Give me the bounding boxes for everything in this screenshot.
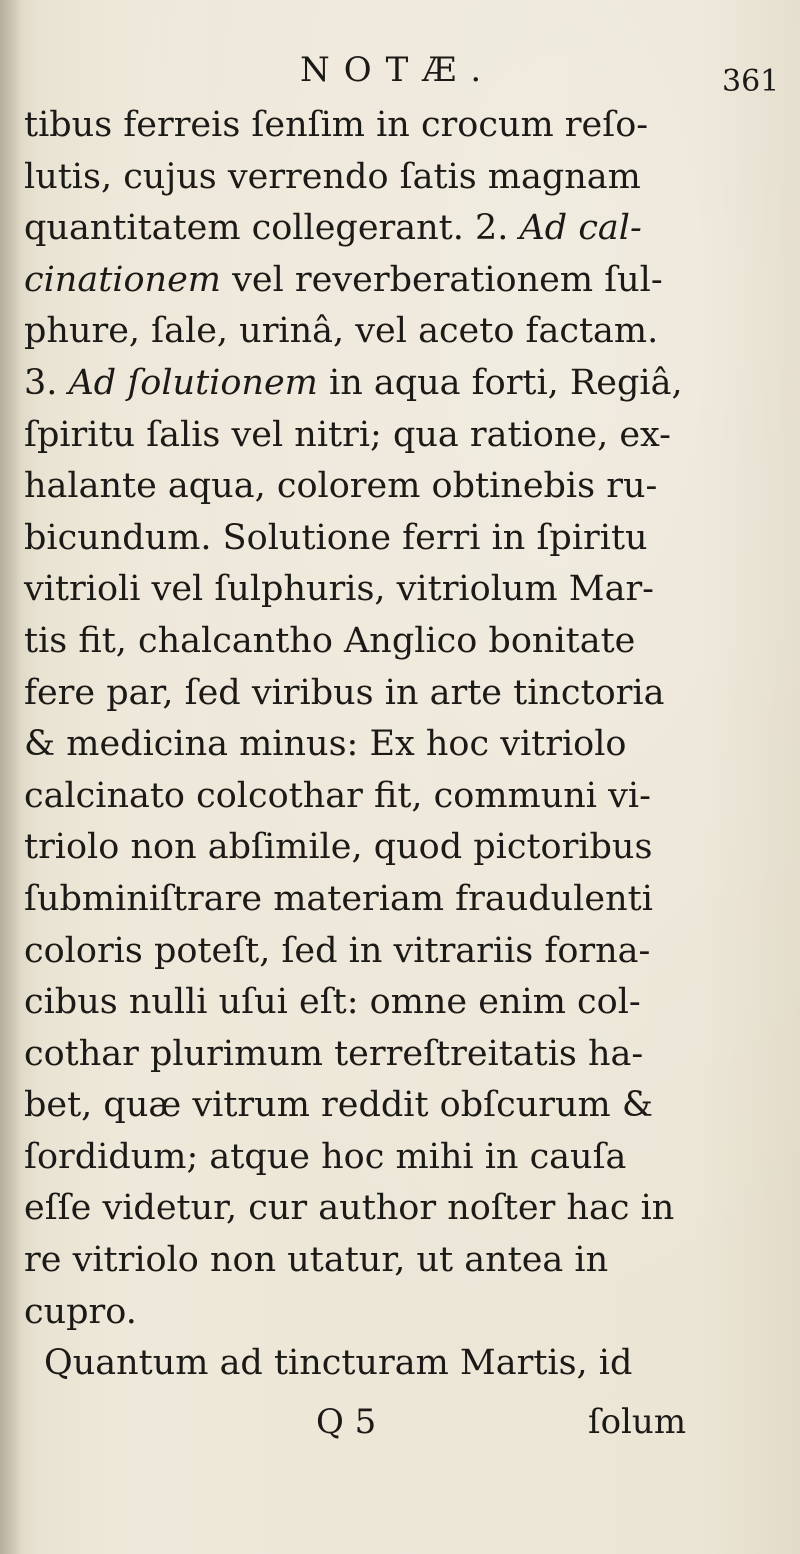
- text-line: ſubminiſtrare materiam fraudulenti: [24, 878, 653, 919]
- text-segment: 3.: [24, 362, 69, 403]
- signature-mark: Q 5: [316, 1402, 377, 1442]
- text-line: ſordidum; atque hoc mihi in cauſa: [24, 1136, 627, 1177]
- text-segment: quantitatem collegerant. 2.: [24, 208, 520, 249]
- text-line: fere par, ſed viribus in arte tinctoria: [24, 672, 665, 713]
- text-line: & medicina minus: Ex hoc vitriolo: [24, 724, 627, 765]
- running-head: NOTÆ.: [300, 50, 496, 90]
- text-line: [24, 255, 794, 307]
- italic-term: Ad ſolutionem: [68, 362, 318, 403]
- page-number: 361: [722, 64, 780, 99]
- text-line: bet, quæ vitrum reddit obſcurum &: [24, 1085, 653, 1126]
- text-line: coloris poteſt, ſed in vitrariis forna-: [24, 930, 651, 971]
- italic-term: Ad cal-: [519, 208, 642, 249]
- italic-term: cinationem: [24, 259, 221, 300]
- text-line: calcinato colcothar fit, communi vi-: [24, 775, 651, 816]
- page-gutter-shadow: [0, 0, 22, 1554]
- text-line: Quantum ad tincturam Martis, id: [44, 1343, 633, 1384]
- text-line: tibus ferreis ſenſim in crocum reſo-: [24, 105, 649, 145]
- body-text: [24, 100, 794, 1390]
- catchword: ſolum: [588, 1402, 687, 1442]
- text-line: [24, 358, 794, 410]
- text-line: tis fit, chalcantho Anglico bonitate: [24, 620, 636, 661]
- text-line: cupro.: [24, 1291, 137, 1332]
- text-line: cothar plurimum terreſtreitatis ha-: [24, 1033, 644, 1074]
- text-line: cibus nulli uſui eſt: omne enim col-: [24, 982, 641, 1023]
- text-line: ſpiritu ſalis vel nitri; qua ratione, ex-: [24, 414, 671, 455]
- text-line: phure, ſale, urinâ, vel aceto factam.: [24, 311, 659, 352]
- text-line: vitrioli vel ſulphuris, vitriolum Mar-: [24, 569, 654, 610]
- text-line: [24, 203, 794, 255]
- text-segment: in aqua forti, Regiâ,: [317, 362, 683, 403]
- text-segment: vel reverberationem ſul-: [220, 259, 663, 300]
- text-line: lutis, cujus verrendo ſatis magnam: [24, 156, 641, 197]
- text-line: re vitriolo non utatur, ut antea in: [24, 1240, 609, 1281]
- text-line: triolo non abſimile, quod pictoribus: [24, 827, 653, 868]
- text-line: bicundum. Solutione ferri in ſpiritu: [24, 517, 648, 558]
- page-footer: [0, 1396, 800, 1448]
- page-header: [0, 40, 800, 100]
- text-line: eſſe videtur, cur author noſter hac in: [24, 1188, 675, 1229]
- text-line: halante aqua, colorem obtinebis ru-: [24, 466, 658, 507]
